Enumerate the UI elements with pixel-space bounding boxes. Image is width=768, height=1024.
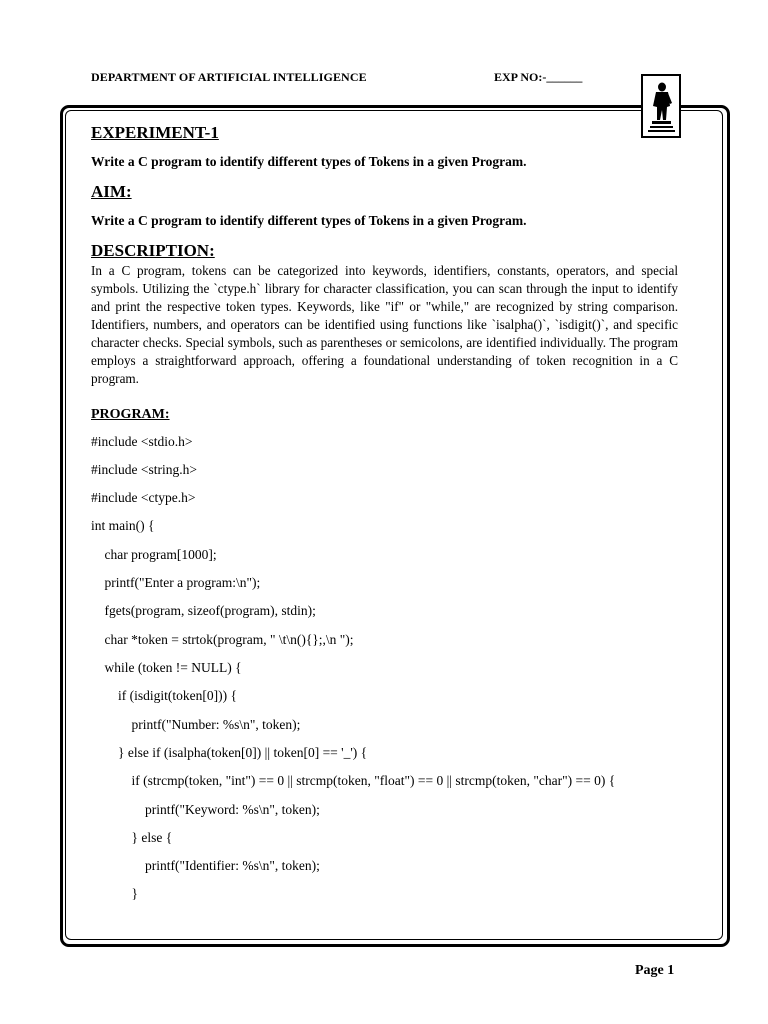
description-text: In a C program, tokens can be categorized into keywords, identifiers, constants, operators, and special symbols. Utilizing the `ctype.h` library for character classification, you can scan through the input to identify and print the respective token types. Keywords, like "if" or "while," are recognized by string comparison. Identifiers, numbers, and operators can be identified using functions like `isalpha()`, `isdigit()`, and specific character checks. Special symbols, such as parentheses or semicolons, are identified individually. The program employs a straightforward approach, offering a foundational understanding of token recognition in a C program. [91,263,678,386]
code-line: char program[1000]; [91,547,217,562]
code-line: } else if (isalpha(token[0]) || token[0] == '_') { [91,745,368,760]
code-line: #include <ctype.h> [91,490,196,505]
code-line: printf("Keyword: %s\n", token); [91,802,320,817]
code-line: while (token != NULL) { [91,660,242,675]
code-line: if (strcmp(token, "int") == 0 || strcmp(token, "float") == 0 || strcmp(token, "char") == 0) { [91,773,616,788]
experiment-title: EXPERIMENT-1 [91,123,219,142]
code-line: int main() { [91,518,155,533]
code-line: fgets(program, sizeof(program), stdin); [91,603,316,618]
code-line: printf("Identifier: %s\n", token); [91,858,320,873]
code-line: #include <stdio.h> [91,434,193,449]
code-line: #include <string.h> [91,462,197,477]
code-line: printf("Number: %s\n", token); [91,717,301,732]
exp-no-field: EXP NO:-______ [494,70,583,84]
description-heading: DESCRIPTION: [91,241,215,260]
experiment-content [91,122,678,424]
code-line: if (isdigit(token[0])) { [91,688,237,703]
experiment-statement: Write a C program to identify different types of Tokens in a given Program. [91,154,527,169]
aim-heading: AIM: [91,182,132,201]
code-line: printf("Enter a program:\n"); [91,575,261,590]
program-heading: PROGRAM: [91,407,170,422]
department-header: DEPARTMENT OF ARTIFICIAL INTELLIGENCE [91,70,367,84]
code-line: } else { [91,830,173,845]
aim-text: Write a C program to identify different types of Tokens in a given Program. [91,213,527,228]
page-number: Page 1 [635,963,675,978]
code-line: } [91,886,138,901]
code-line: char *token = strtok(program, " \t\n(){};,\n "); [91,632,354,647]
